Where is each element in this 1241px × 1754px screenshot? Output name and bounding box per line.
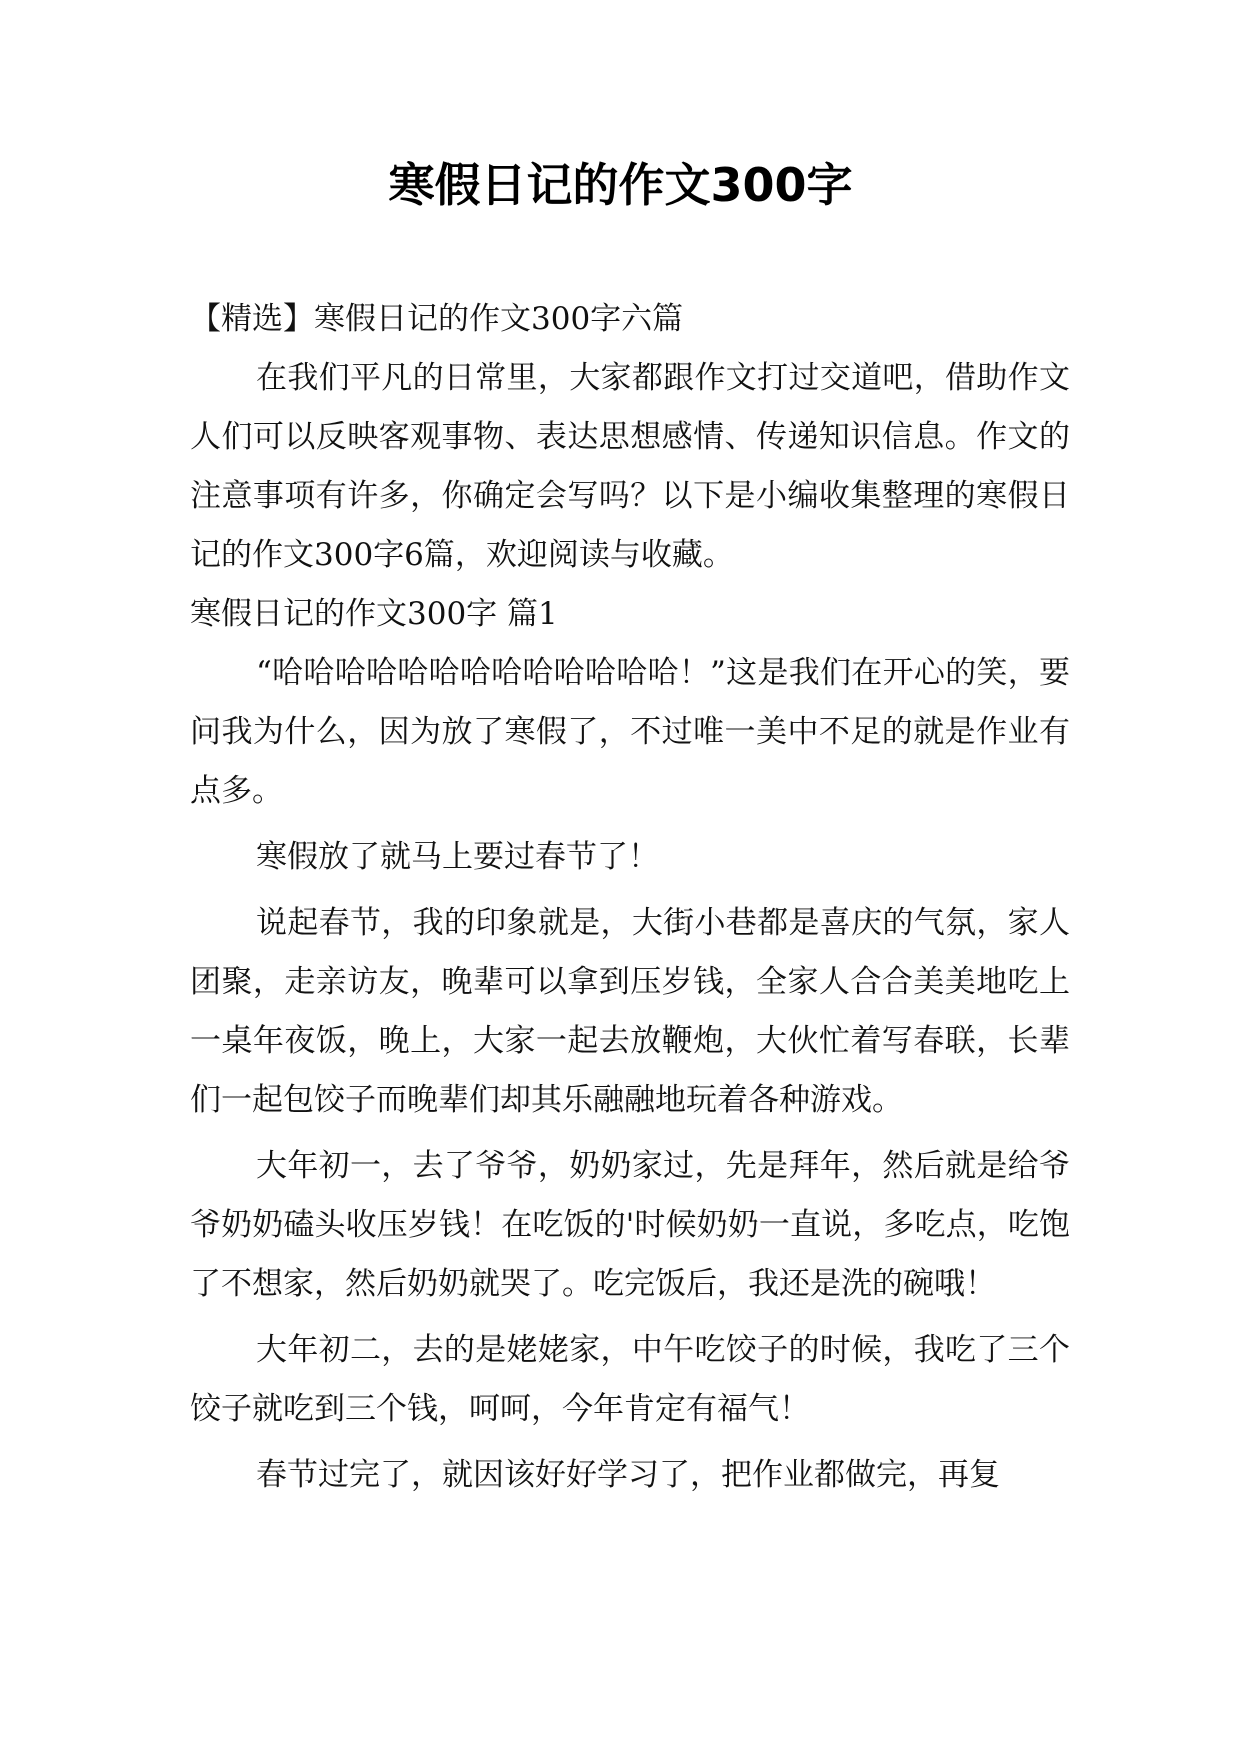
body-paragraph: 大年初一，去了爷爷，奶奶家过，先是拜年，然后就是给爷爷奶奶磕头收压岁钱！在吃饭的'时候奶奶一直说，多吃点，吃饱了不想家，然后奶奶就哭了。吃完饭后，我还是洗的碗哦！ [190,1148,1070,1302]
paragraph-spacer [190,1314,1070,1321]
document-body [190,290,1070,1505]
body-paragraph: “哈哈哈哈哈哈哈哈哈哈哈哈哈！”这是我们在开心的笑，要问我为什么，因为放了寒假了，不过唯一美中不足的就是作业有点多。 [190,655,1070,809]
paragraph-spacer [190,1439,1070,1446]
document-subtitle: 【精选】寒假日记的作文300字六篇 [190,301,684,337]
paragraph-spacer [190,1130,1070,1137]
body-paragraph: 春节过完了，就因该好好学习了，把作业都做完，再复 [256,1457,1000,1493]
body-paragraph: 大年初二，去的是姥姥家，中午吃饺子的时候，我吃了三个饺子就吃到三个钱，呵呵，今年肯定有福气！ [190,1332,1070,1427]
section-heading: 寒假日记的作文300字 篇1 [190,596,558,632]
intro-paragraph: 在我们平凡的日常里，大家都跟作文打过交道吧，借助作文人们可以反映客观事物、表达思想感情、传递知识信息。作文的注意事项有许多，你确定会写吗？以下是小编收集整理的寒假日记的作文300字6篇，欢迎阅读与收藏。 [190,360,1070,573]
paragraph-spacer [190,887,1070,894]
body-paragraph: 说起春节，我的印象就是，大街小巷都是喜庆的气氛，家人团聚，走亲访友，晚辈可以拿到压岁钱，全家人合合美美地吃上一桌年夜饭，晚上，大家一起去放鞭炮，大伙忙着写春联，长辈们一起包饺子而晚辈们却其乐融融地玩着各种游戏。 [190,905,1070,1118]
body-paragraph: 寒假放了就马上要过春节了！ [256,839,659,875]
document-title: 寒假日记的作文300字 [388,158,853,212]
paragraph-spacer [190,821,1070,828]
